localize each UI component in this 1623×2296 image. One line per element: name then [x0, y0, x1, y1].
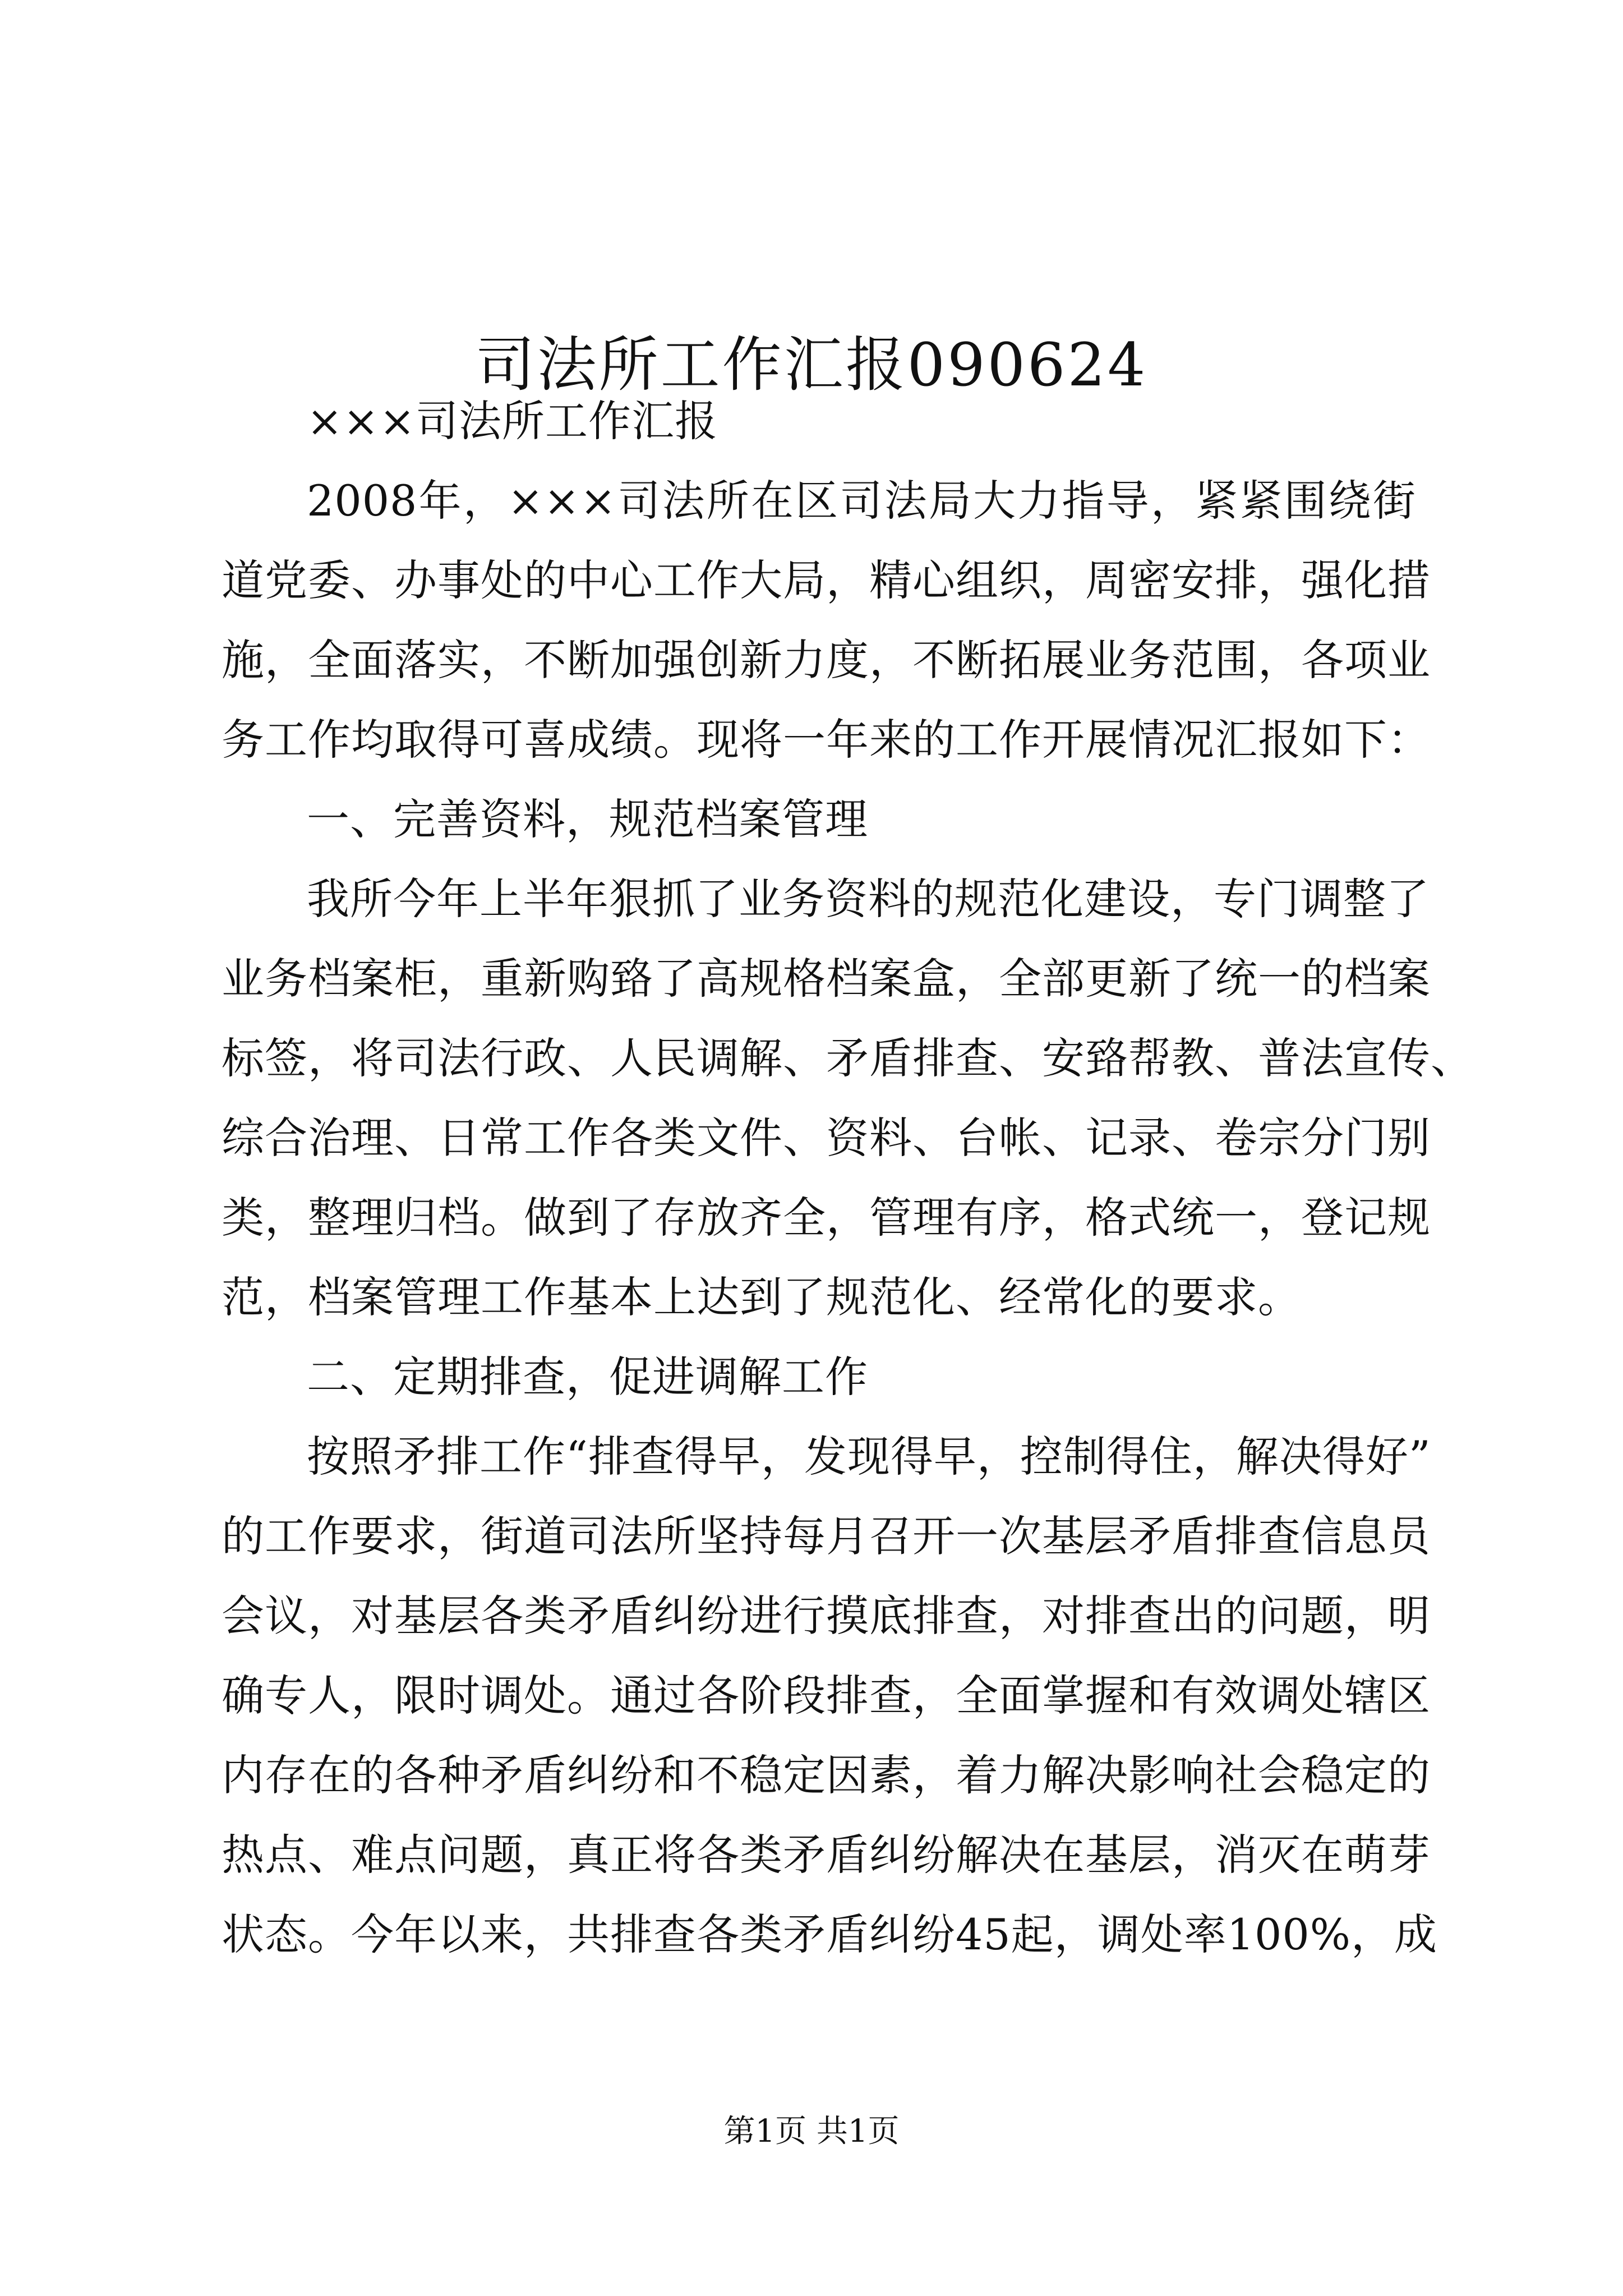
text-line: 范，档案管理工作基本上达到了规范化、经常化的要求。	[222, 1272, 1301, 1322]
text-line: 热点、难点问题，真正将各类矛盾纠纷解决在基层，消灭在萌芽	[222, 1830, 1431, 1880]
text-line: 确专人，限时调处。通过各阶段排查，全面掌握和有效调处辖区	[222, 1671, 1431, 1720]
page-footer: 第1页 共1页	[723, 2113, 900, 2150]
text-line: 业务档案柜，重新购臵了高规格档案盒，全部更新了统一的档案	[222, 954, 1431, 1004]
text-line: 综合治理、日常工作各类文件、资料、台帐、记录、卷宗分门别	[222, 1113, 1431, 1163]
text-line: 标签，将司法行政、人民调解、矛盾排查、安臵帮教、普法宣传、	[222, 1033, 1474, 1083]
text-line: 状态。今年以来，共排查各类矛盾纠纷45起，调处率100%，成	[222, 1910, 1437, 1959]
text-line: 2008年，×××司法所在区司法局大力指导，紧紧围绕街	[307, 476, 1416, 526]
text-line: 的工作要求，街道司法所坚持每月召开一次基层矛盾排查信息员	[222, 1511, 1431, 1561]
document-title: 司法所工作汇报090624	[475, 330, 1148, 400]
text-line: 道党委、办事处的中心工作大局，精心组织，周密安排，强化措	[222, 555, 1431, 605]
text-line: 施，全面落实，不断加强创新力度，不断拓展业务范围，各项业	[222, 635, 1431, 685]
text-line: 内存在的各种矛盾纠纷和不稳定因素，着力解决影响社会稳定的	[222, 1750, 1431, 1800]
text-line: 会议，对基层各类矛盾纠纷进行摸底排查，对排查出的问题，明	[222, 1591, 1431, 1641]
document-body	[222, 381, 1474, 1975]
text-line: 按照矛排工作“排查得早，发现得早，控制得住，解决得好”	[307, 1432, 1431, 1481]
text-line: 我所今年上半年狠抓了业务资料的规范化建设，专门调整了	[307, 874, 1430, 924]
text-line: 务工作均取得可喜成绩。现将一年来的工作开展情况汇报如下：	[222, 715, 1431, 765]
text-line: 二、定期排查，促进调解工作	[307, 1352, 868, 1402]
text-line: 一、完善资料，规范档案管理	[307, 794, 868, 844]
text-line: ×××司法所工作汇报	[307, 396, 718, 446]
text-line: 类，整理归档。做到了存放齐全，管理有序，格式统一，登记规	[222, 1193, 1431, 1243]
